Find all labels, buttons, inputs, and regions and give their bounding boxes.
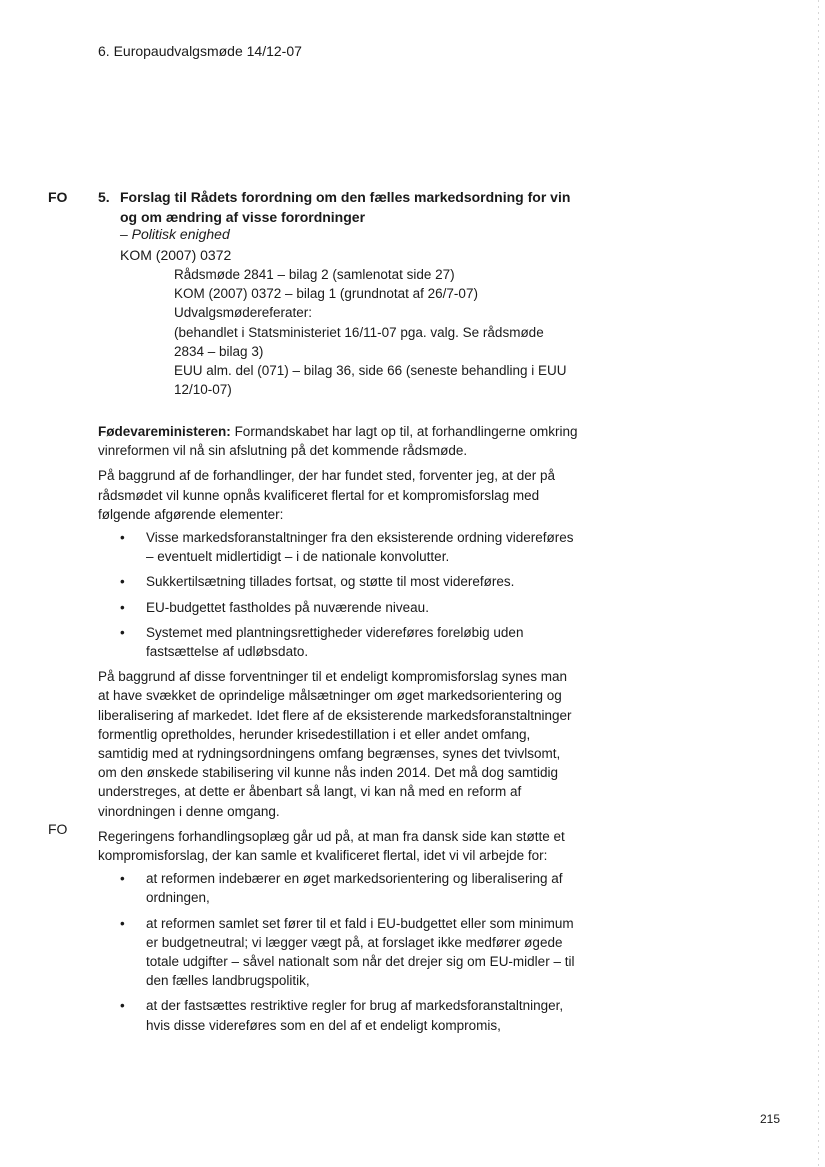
page-header: 6. Europaudvalgsmøde 14/12-07	[98, 43, 302, 59]
margin-mark-fo: FO	[48, 821, 68, 837]
reference-line: Rådsmøde 2841 – bilag 2 (samlenotat side 27)	[174, 267, 455, 282]
item-subtitle: – Politisk enighed	[120, 226, 230, 242]
item-title: Forslag til Rådets forordning om den fælles markedsordning for vin og om ændring af visse forordninger	[120, 189, 571, 225]
paragraph-1	[98, 422, 578, 460]
item-kom-reference: KOM (2007) 0372	[120, 247, 232, 263]
item-title-block	[98, 187, 588, 227]
page-number: 215	[760, 1112, 781, 1126]
reference-line: KOM (2007) 0372 – bilag 1 (grundnotat af 26/7-07)	[174, 286, 478, 302]
body-text	[98, 422, 578, 1041]
list-item: • Sukkertilsætning tillades fortsat, og støtte til most videreføres.	[98, 572, 578, 591]
list-item: • EU-budgettet fastholdes på nuværende niveau.	[98, 598, 578, 617]
speaker-label: Fødevareministeren:	[98, 424, 231, 439]
margin-mark-fo: FO	[48, 189, 68, 205]
list-item: • at der fastsættes restriktive regler for brug af markedsforanstaltninger, hvis disse videreføres som en del af et endeligt kompromis,	[98, 996, 578, 1034]
paragraph-4: Regeringens forhandlingsoplæg går ud på, at man fra dansk side kan støtte et kompromisforslag, der kan samle et kvalificeret flertal, idet vi vil arbejde for:	[98, 828, 565, 864]
paragraph-3: På baggrund af disse forventninger til et endeligt kompromisforslag synes man at have svækket de oprindelige målsætninger om øget markedsorientering og liberalisering af markedet. Idet flere af de eksisterende markedsforanstaltninger formentlig opretholdes, herunder krisedestillation i et eller andet omfang, samtidig med at rydningsordningens omfang begrænses, synes det tvivlsomt, om den ønskede stabilisering vil kunne nås inden 2014. Det må dog samtidig understreges, at dette er åbenbart så langt, vi kan nå med en reform af vinordningen i denne omgang.	[98, 669, 572, 819]
list-item: • Systemet med plantningsrettigheder videreføres foreløbig uden fastsættelse af udløbsdato.	[98, 623, 578, 661]
reference-line: (behandlet i Statsministeriet 16/11-07 pga. valg. Se rådsmøde 2834 – bilag 3)	[174, 324, 544, 359]
list-item: • at reformen indebærer en øget markedsorientering og liberalisering af ordningen,	[98, 869, 578, 907]
reference-line: EUU alm. del (071) – bilag 36, side 66 (seneste behandling i EUU 12/10-07)	[174, 363, 567, 398]
paragraph-1-text: Formandskabet har lagt op til, at forhandlingerne omkring vinreformen vil nå sin afslutning på det kommende rådsmøde.	[98, 424, 578, 459]
paragraph-2: På baggrund af de forhandlinger, der har fundet sted, forventer jeg, at der på rådsmødet vil kunne opnås kvalificeret flertal for et kompromisforslag med følgende afgørende elementer:	[98, 468, 556, 522]
list-item: • at reformen samlet set fører til et fald i EU-budgettet eller som minimum er budgetneutral; vi lægger vægt på, at forslaget ikke medfører øgede totale udgifter – såvel nationalt som når det drejer sig om EU-midler – til den fælles landbrugspolitik,	[98, 914, 578, 991]
bullet-list-1	[98, 528, 578, 661]
bullet-list-2	[98, 869, 578, 1035]
list-item: • Visse markedsforanstaltninger fra den eksisterende ordning videreføres – eventuelt midlertidigt – i de nationale konvolutter.	[98, 528, 578, 566]
reference-line: Udvalgsmødereferater:	[174, 305, 313, 321]
item-number: 5.	[98, 189, 110, 205]
scan-edge-line	[818, 0, 819, 1167]
reference-list	[174, 265, 574, 399]
